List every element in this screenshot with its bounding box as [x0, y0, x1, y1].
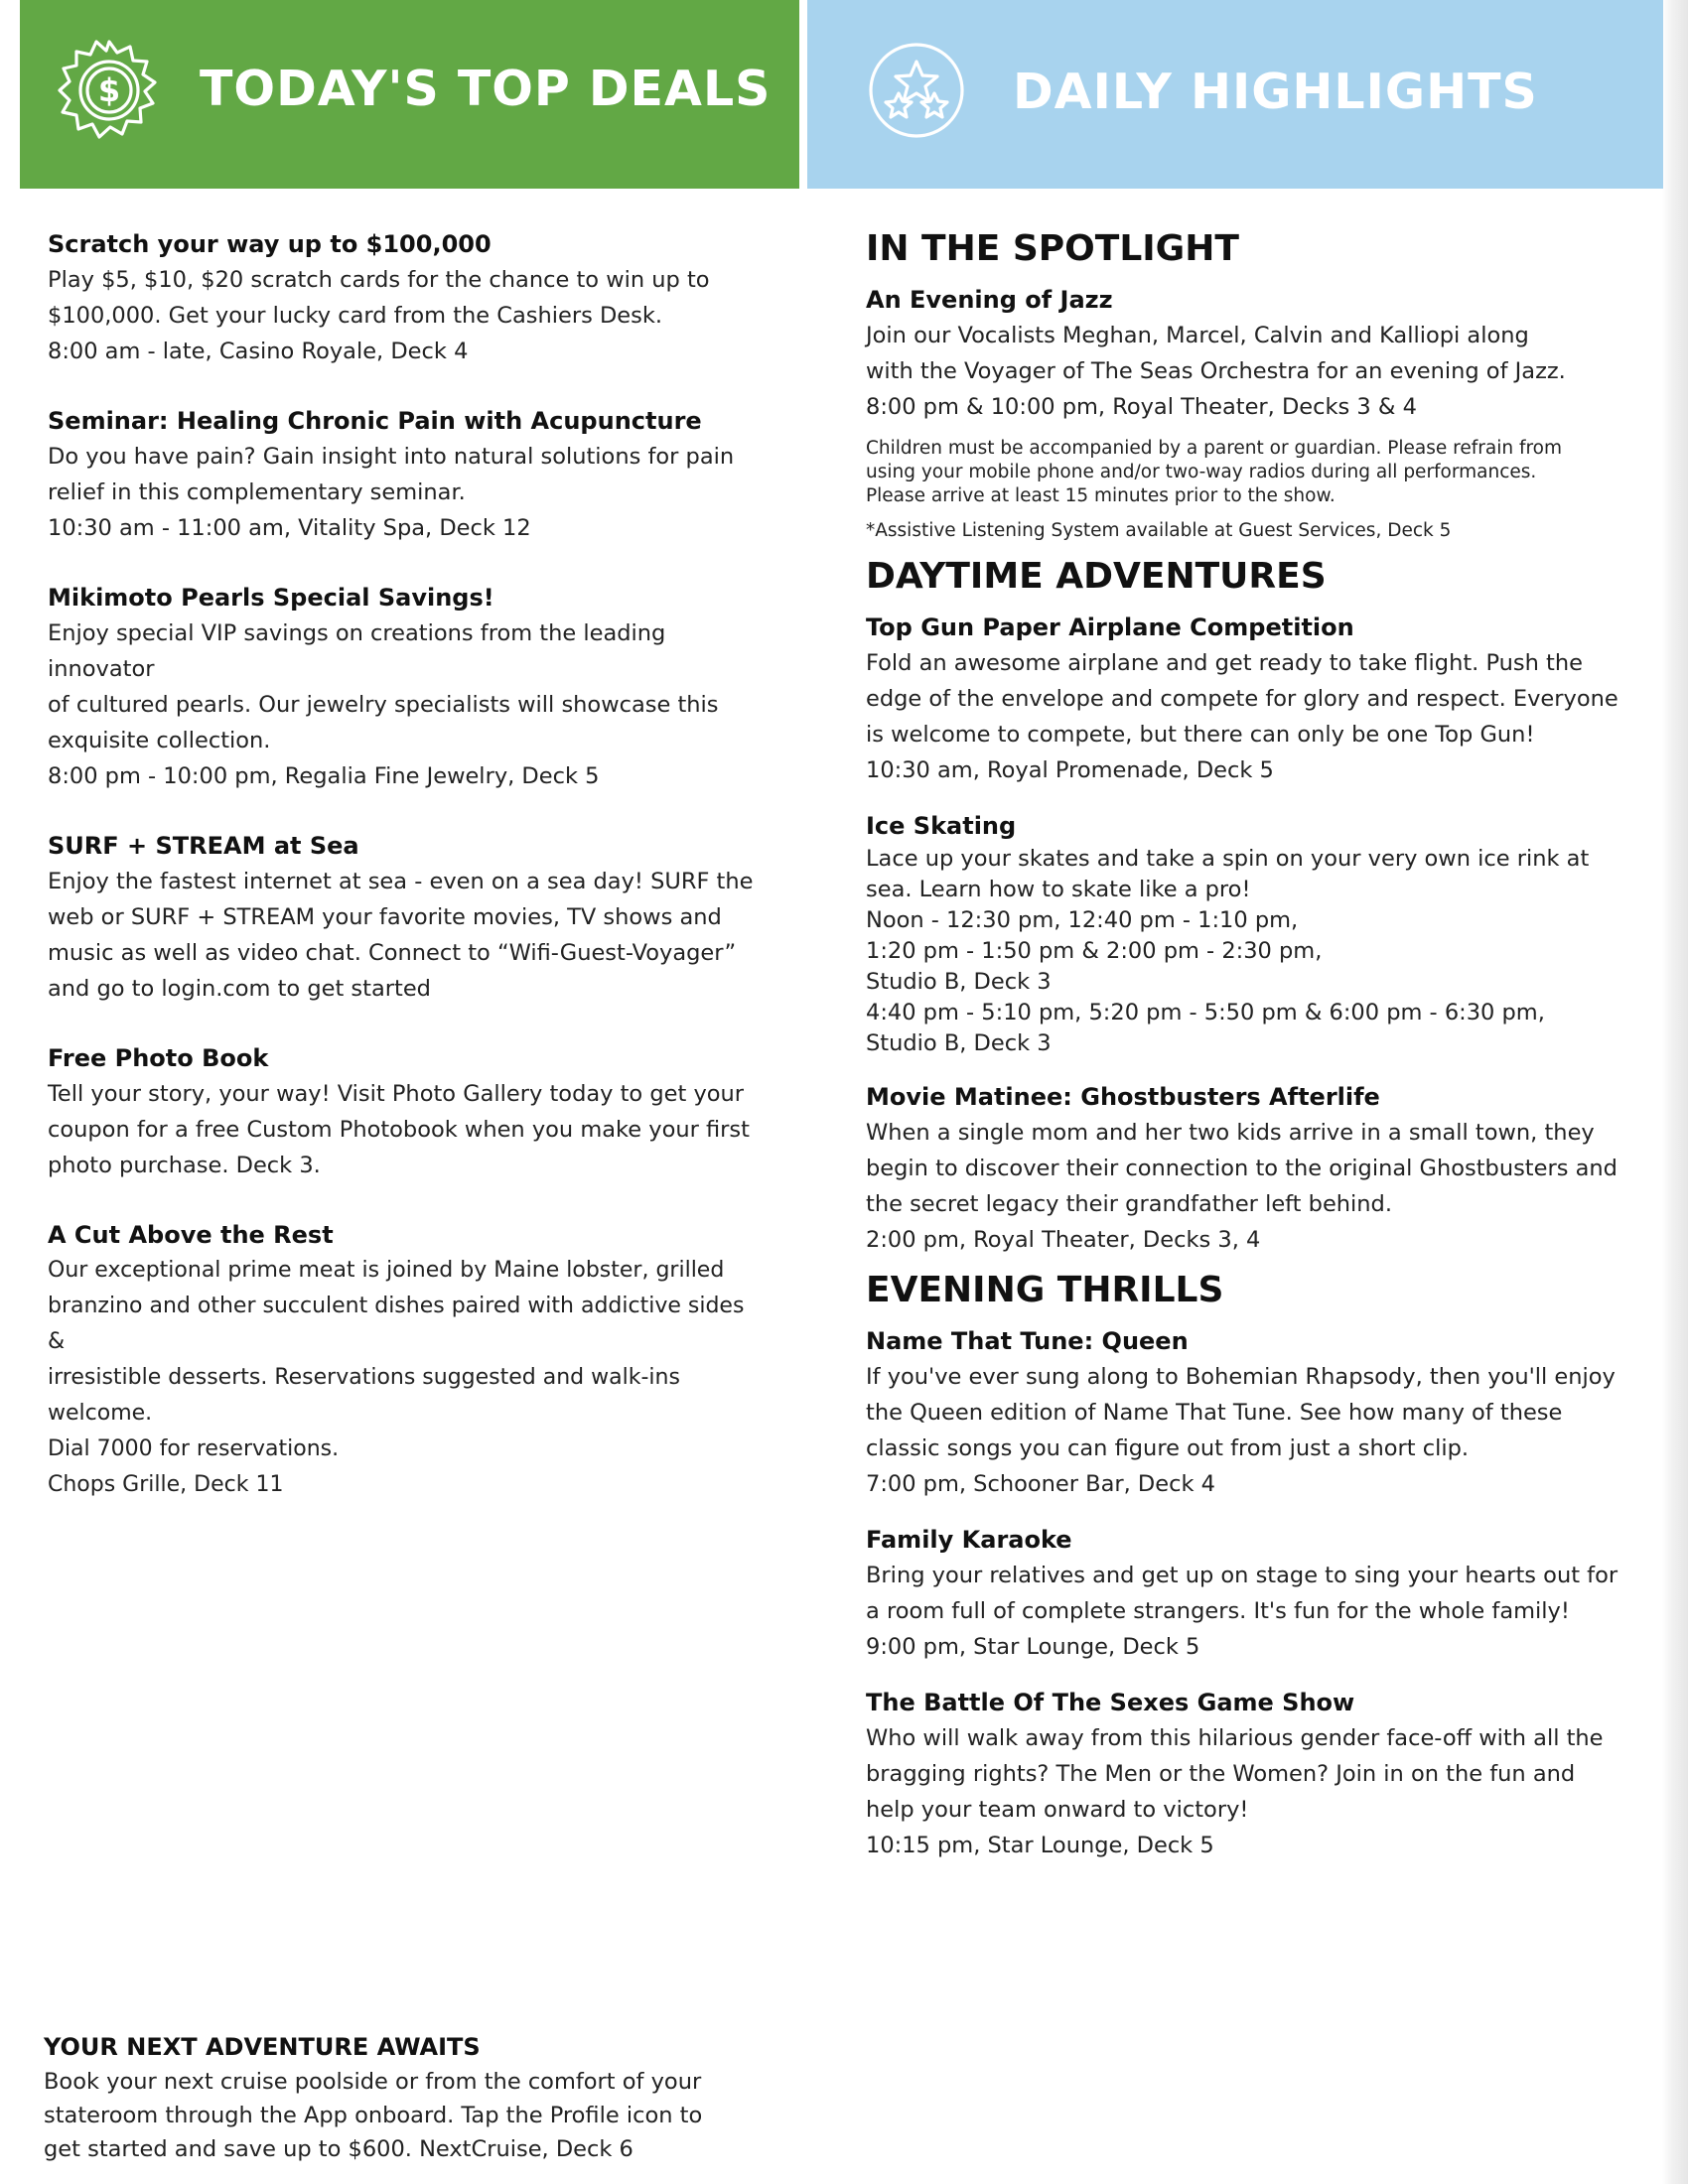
deal-body: Tell your story, your way! Visit Photo Gallery today to get your coupon for a free Custom Photobook when you make your first photo purchase. Deck 3.: [48, 1081, 750, 1178]
dollar-badge-icon: [55, 36, 164, 145]
daily-highlights-banner: [807, 0, 1663, 189]
highlights-column: [866, 226, 1620, 1883]
spotlight-body: Join our Vocalists Meghan, Marcel, Calvin and Kalliopi along with the Voyager of The Seas Orchestra for an evening of Jazz. 8:00 pm & 10:00 pm, Royal Theater, Decks 3 & 4: [866, 323, 1566, 420]
daytime-title: Ice Skating: [866, 812, 1017, 840]
evening-item: [866, 1323, 1620, 1502]
daytime-heading: DAYTIME ADVENTURES: [866, 556, 1327, 597]
page-edge-shadow: [1662, 0, 1688, 2184]
spotlight-heading: IN THE SPOTLIGHT: [866, 228, 1239, 269]
evening-body: Bring your relatives and get up on stage to sing your hearts out for a room full of complete strangers. It's fun for the whole family! 9:00 pm, Star Lounge, Deck 5: [866, 1563, 1618, 1660]
evening-heading: EVENING THRILLS: [866, 1270, 1224, 1310]
deal-title: A Cut Above the Rest: [48, 1221, 334, 1249]
daytime-title: Movie Matinee: Ghostbusters Afterlife: [866, 1083, 1380, 1111]
next-adventure-block: [44, 2029, 759, 2166]
deal-item: [48, 1217, 763, 1503]
deal-title: Scratch your way up to $100,000: [48, 230, 492, 258]
evening-body: If you've ever sung along to Bohemian Rhapsody, then you'll enjoy the Queen edition of Name That Tune. See how many of these classic songs you can figure out from just a short clip. 7:00 pm, Schooner Bar, Deck 4: [866, 1364, 1616, 1497]
top-deals-title: TODAY'S TOP DEALS: [200, 60, 772, 117]
deal-title: Mikimoto Pearls Special Savings!: [48, 584, 494, 612]
evening-title: Name That Tune: Queen: [866, 1327, 1189, 1355]
deal-body: Enjoy special VIP savings on creations from the leading innovator of cultured pearls. Our jewelry specialists will showcase this exquisite collection. 8:00 pm - 10:00 pm, Regalia Fine Jewelry, Deck 5: [48, 620, 719, 789]
deal-title: Seminar: Healing Chronic Pain with Acupuncture: [48, 407, 702, 435]
evening-item: [866, 1685, 1620, 1863]
deal-body: Enjoy the fastest internet at sea - even on a sea day! SURF the web or SURF + STREAM your favorite movies, TV shows and music as well as video chat. Connect to “Wifi-Guest-Voyager” and go to login.com to get started: [48, 869, 754, 1002]
next-adventure-title: YOUR NEXT ADVENTURE AWAITS: [44, 2033, 481, 2061]
deal-item: [48, 1040, 763, 1183]
deal-body: Play $5, $10, $20 scratch cards for the chance to win up to $100,000. Get your lucky card from the Cashiers Desk. 8:00 am - late, Casino Royale, Deck 4: [48, 267, 710, 364]
stars-badge-icon: [862, 36, 971, 145]
daytime-item: [866, 808, 1620, 1059]
daytime-body: Lace up your skates and take a spin on your very own ice rink at sea. Learn how to skate like a pro! Noon - 12:30 pm, 12:40 pm - 1:10 pm, 1:20 pm - 1:50 pm & 2:00 pm - 2:30 pm, Studio B, Deck 3 4:40 pm - 5:10 pm, 5:20 pm - 5:50 pm & 6:00 pm - 6:30 pm, Studio B, Deck 3: [866, 846, 1590, 1056]
deal-item: [48, 226, 763, 369]
daytime-body: When a single mom and her two kids arrive in a small town, they begin to discover their connection to the original Ghostbusters and the secret legacy their grandfather left behind. 2:00 pm, Royal Theater, Decks 3, 4: [866, 1120, 1618, 1253]
deal-item: [48, 580, 763, 794]
deal-item: [48, 403, 763, 546]
daily-highlights-title: DAILY HIGHLIGHTS: [1013, 63, 1538, 120]
spotlight-title: An Evening of Jazz: [866, 286, 1113, 314]
deal-body: Do you have pain? Gain insight into natural solutions for pain relief in this complementary seminar. 10:30 am - 11:00 am, Vitality Spa, Deck 12: [48, 444, 735, 541]
evening-item: [866, 1522, 1620, 1665]
deal-body: Our exceptional prime meat is joined by Maine lobster, grilled branzino and other succulent dishes paired with addictive sides & irresistible desserts. Reservations suggested and walk-ins welcome. Dial 7000 for reservations. Chops Grille, Deck 11: [48, 1258, 745, 1497]
spotlight-item: [866, 282, 1620, 425]
daytime-item: [866, 610, 1620, 788]
deal-title: Free Photo Book: [48, 1044, 269, 1072]
svg-text:$: $: [97, 71, 121, 109]
deal-title: SURF + STREAM at Sea: [48, 832, 359, 860]
deal-item: [48, 828, 763, 1007]
daytime-item: [866, 1079, 1620, 1258]
deals-column: [48, 226, 763, 1537]
evening-body: Who will walk away from this hilarious gender face-off with all the bragging rights? The Men or the Women? Join in on the fun and help your team onward to victory! 10:15 pm, Star Lounge, Deck 5: [866, 1725, 1604, 1858]
evening-title: The Battle Of The Sexes Game Show: [866, 1689, 1355, 1716]
assistive-listening-note: *Assistive Listening System available at Guest Services, Deck 5: [866, 520, 1452, 541]
next-adventure-body: Book your next cruise poolside or from the comfort of your stateroom through the App onboard. Tap the Profile icon to get started and save up to $600. NextCruise, Deck 6: [44, 2069, 703, 2162]
daytime-body: Fold an awesome airplane and get ready to take flight. Push the edge of the envelope and compete for glory and respect. Everyone is welcome to compete, but there can only be one Top Gun! 10:30 am, Royal Promenade, Deck 5: [866, 650, 1618, 783]
evening-title: Family Karaoke: [866, 1526, 1072, 1554]
spotlight-fine-print: Children must be accompanied by a parent or guardian. Please refrain from using your mobile phone and/or two-way radios during all performances. Please arrive at least 15 minutes prior to the show.: [866, 438, 1563, 506]
daytime-title: Top Gun Paper Airplane Competition: [866, 614, 1354, 641]
top-deals-banner: [20, 0, 799, 189]
